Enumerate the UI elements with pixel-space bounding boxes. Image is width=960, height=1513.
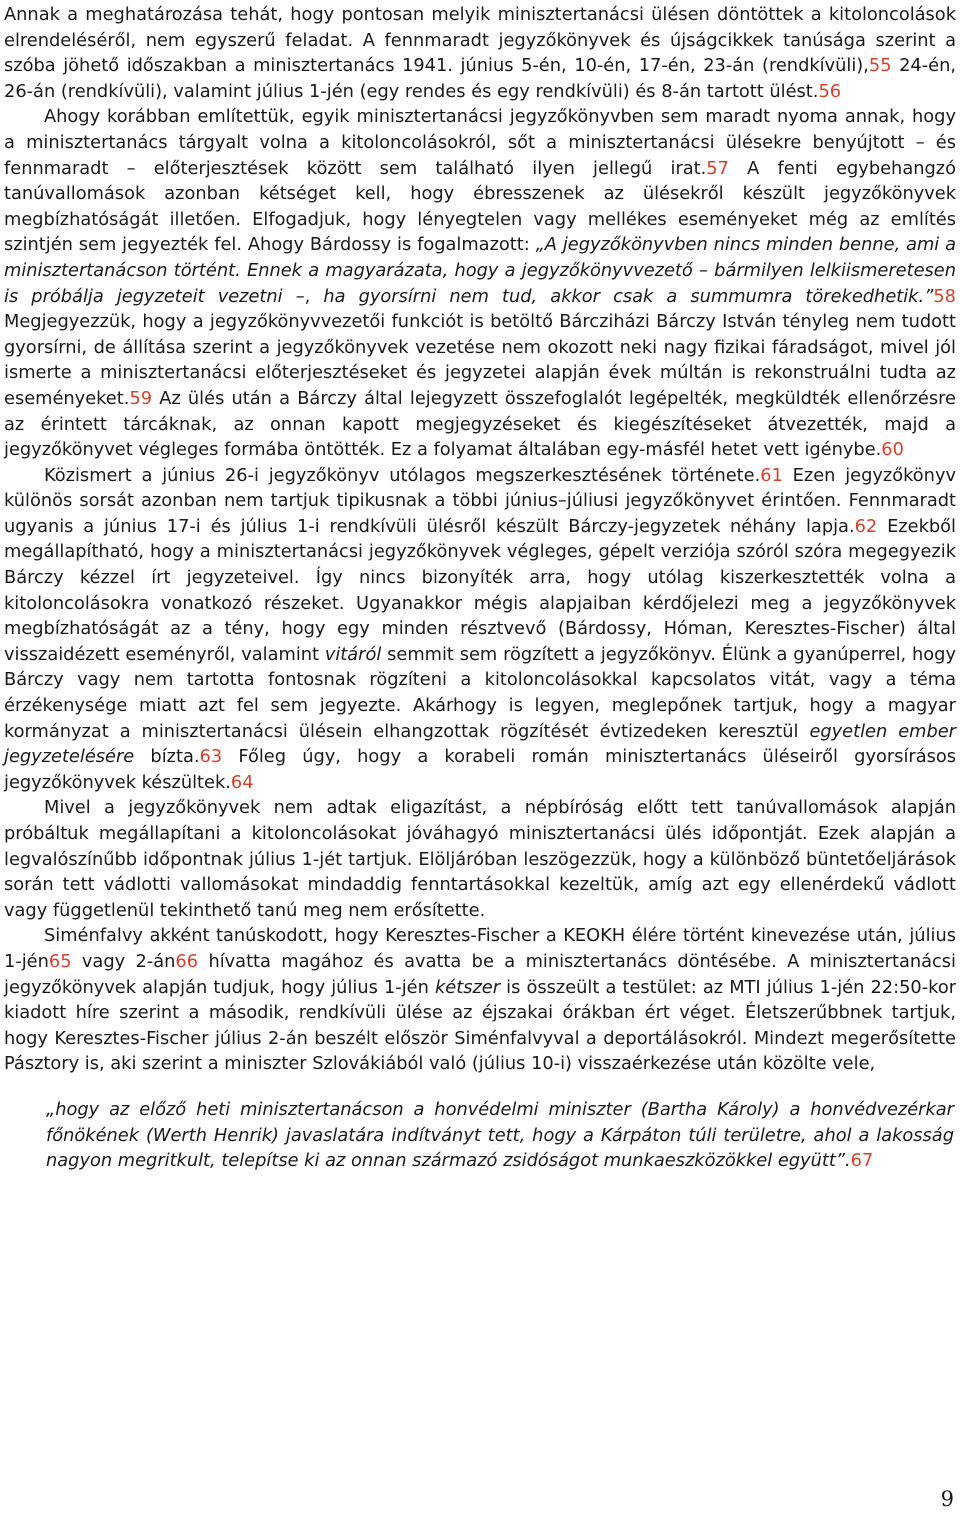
footnote-ref-55[interactable]: 55 (868, 55, 892, 77)
paragraph-5 (4, 923, 956, 1077)
text-run: Főleg úgy, hogy a korabeli román minisztertanács üléseiről gyorsírásos jegyzőkönyvek készültek. (4, 746, 957, 793)
italic-phrase: egyetlen ember jegyzetelésére (4, 720, 956, 768)
footnote-ref-65[interactable]: 65 (48, 950, 72, 972)
text-run: Ahogy korábban említettük, egyik minisztertanácsi jegyzőkönyvben sem maradt nyoma annak, hogy a minisztertanács tárgyalt volna a kitoloncolásokról, sőt a minisztertanácsi ülésekre benyújtott – és fennmaradt – előterjesztések között sem található ilyen jellegű irat. (4, 106, 956, 179)
text-run: Mivel a jegyzőkönyvek nem adtak eligazítást, a népbíróság előtt tett tanúvallomások alapján próbáltuk megállapítani a kitoloncolásokat jóváhagyó minisztertanácsi ülés időpontját. Ezek alapján a legvalószínűbb időpontnak július 1-jét tartjuk. Elöljáróban leszögezzük, hogy a különböző büntetőeljárások során tett vádlotti vallomásokat mindaddig fenntartásokkal kezeltük, amíg azt egy ellenérdekű vádlott vagy függetlenül tekinthető tanú meg nem erősítette. (4, 797, 956, 921)
text-run: Siménfalvy akként tanúskodott, hogy Keresztes-Fischer a KEOKH élére történt kinevezése után, július 1-jén (4, 925, 956, 972)
paragraph-4 (4, 795, 956, 923)
quote-text: „hogy az előző heti minisztertanácson a honvédelmi miniszter (Bartha Károly) a honvédvezérkar főnökének (Werth Henrik) javaslatára indítványt tett, hogy a Kárpáton túli területre, ahol a lakosság nagyon megritkult, telepítse ki az onnan származó zsidóságot munkaeszközökkel együtt”. (46, 1098, 954, 1172)
text-run: A fenti egybehangzó tanúvallomások azonban kétséget kell, hogy ébresszenek az ülésekről készült jegyzőkönyvek megbízhatóságát illetően. Elfogadjuk, hogy lényegtelen vagy mellékes eseményeket még az említés szintjén sem jegyezték fel. Ahogy Bárdossy is fogalmazott: (4, 157, 956, 256)
footnote-ref-57[interactable]: 57 (706, 157, 729, 179)
footnote-ref-63[interactable]: 63 (199, 746, 223, 768)
footnote-ref-66[interactable]: 66 (175, 950, 199, 972)
bardossy-quote-part-1: „A jegyzőkönyvben nincs minden benne, ami a minisztertanácson történt. Ennek a magyarázata, hogy a jegyzőkönyvvezető – bármilyen lelkiismeretesen is próbálja jegyzeteit vezetni (4, 234, 956, 307)
italic-term: kétszer (434, 976, 501, 998)
text-run: Ezen jegyzőkönyv különös sorsát azonban nem tartjuk tipikusnak a többi június–júliusi jegyzőkönyvet érintően. Fennmaradt ugyanis a június 17-i és július 1-i rendkívüli ülésről készült Bárczy-jegyzetek néhány lapja. (4, 464, 956, 537)
text-run: Megjegyezzük, hogy a jegyzőkönyvvezetői funkciót is betöltő Bárcziházi Bárczy István tényleg nem tudott gyorsírni, de állítása szerint a jegyzőkönyvek vezetése nem okozott neki nagy fizikai fáradságot, mivel jól ismerte a minisztertanácsi előterjesztéseket és jegyzetei alapján évek múltán is rekonstruálni tudta az eseményeket. (4, 311, 956, 409)
paragraph-2 (4, 104, 956, 462)
text-run: vagy 2-án (71, 950, 176, 972)
footnote-ref-64[interactable]: 64 (230, 771, 254, 793)
block-quote (4, 1097, 956, 1174)
footnote-ref-60[interactable]: 60 (881, 439, 904, 461)
paragraph-3 (4, 463, 956, 796)
footnote-ref-67[interactable]: 67 (850, 1150, 874, 1172)
text-run: hívatta magához és avatta be a minisztertanács döntésébe. A minisztertanácsi jegyzőkönyvek alapján tudjuk, hogy július 1-jén (4, 950, 956, 998)
footnote-ref-62[interactable]: 62 (854, 515, 878, 537)
italic-term: vitáról (324, 643, 382, 665)
footnote-ref-61[interactable]: 61 (760, 464, 783, 486)
text-run: is összeült a testület: az MTI július 1-jén 22:50-kor kiadott híre szerint a második, rendkívüli ülése az éjszakai órákban ért véget. Életszerűbbnek tartjuk, hogy Keresztes-Fischer július 2-án beszélt először Siménfalvyval a deportálásokról. Mindezt megerősítette Pásztory is, aki szerint a miniszter Szlovákiából való (július 10-i) visszaérkezése után közölte vele, (4, 976, 957, 1075)
text-run: Ezekből megállapítható, hogy a minisztertanácsi jegyzőkönyvek végleges, gépelt verziója szóról szóra megegyezik Bárczy kézzel írt jegyzeteivel. Így nincs bizonyíték arra, hogy utólag kiszerkesztették volna a kitoloncolásokra vonatkozó részeket. Ugyanakkor mégis alapjaiban kérdőjelezi meg a jegyzőkönyvek megbízhatóságát az a tény, hogy egy minden résztvevő (Bárdossy, Hóman, Keresztes-Fischer) által visszaidézett eseményről, valamint (4, 515, 956, 665)
text-run: bízta. (134, 746, 200, 768)
page-number: 9 (940, 1487, 954, 1511)
text-run: Az ülés után a Bárczy által lejegyzett összefoglalót legépelték, megküldték ellenőrzésre az érintett tárcáknak, az onnan kapott megjegyzéseket és kiegészítéseket átvezették, majd a jegyzőkönyvet végleges formába öntötték. Ez a folyamat általában egy-másfél hetet vett igénybe. (4, 387, 956, 461)
text-run: 24-én, 26-án (rendkívüli), valamint július 1-jén (egy rendes és egy rendkívüli) és 8-án tartott ülést. (4, 55, 957, 102)
document-page (4, 0, 956, 1174)
footnote-ref-58[interactable]: 58 (933, 285, 956, 307)
footnote-ref-56[interactable]: 56 (818, 80, 842, 102)
paragraph-1 (4, 0, 956, 104)
text-run: –, (282, 285, 324, 307)
bardossy-quote-part-2: ha gyorsírni nem tud, akkor csak a summumra törekedhetik.” (323, 285, 934, 307)
text-run: Annak a meghatározása tehát, hogy pontosan melyik minisztertanácsi ülésen döntöttek a kitoloncolások elrendeléséről, nem egyszerű feladat. A fennmaradt jegyzőkönyvek és újságcikkek tanúsága szerint a szóba jöhető időszakban a minisztertanács 1941. június 5-én, 10-én, 17-én, 23-án (rendkívüli), (4, 4, 956, 77)
footnote-ref-59[interactable]: 59 (129, 387, 153, 409)
text-run: Közismert a június 26-i jegyzőkönyv utólagos megszerkesztésének története. (44, 464, 761, 486)
text-run: semmit sem rögzített a jegyzőkönyv. Élünk a gyanúperrel, hogy Bárczy vagy nem tartotta fontosnak rögzíteni a kitoloncolásokkal kapcsolatos vitát, vagy a téma érzékenysége miatt azt fel sem jegyezte. Akárhogy is legyen, meglepőnek tartjuk, hogy a magyar kormányzat a minisztertanácsi ülésein elhangzottak rögzítését évtizedeken keresztül (4, 643, 956, 742)
